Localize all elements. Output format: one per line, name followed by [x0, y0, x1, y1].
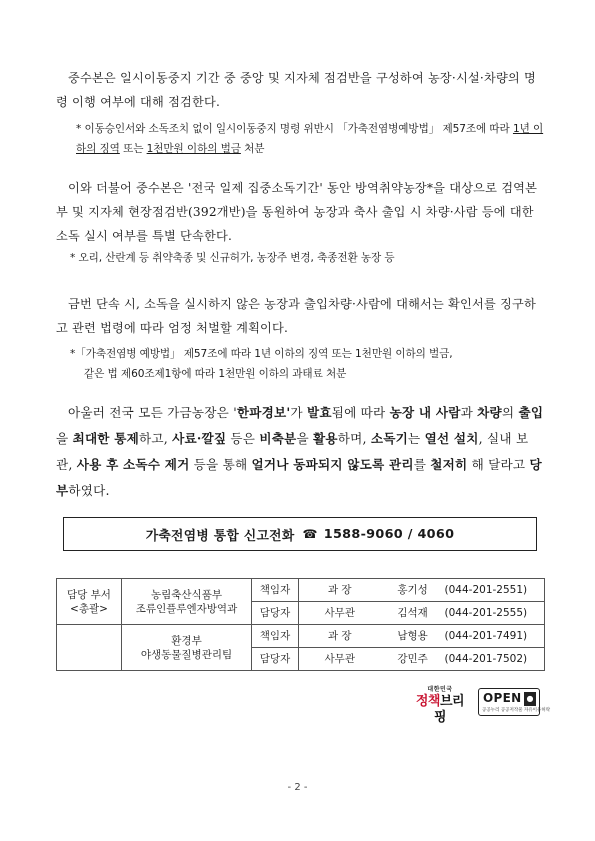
note-text: 또는: [119, 143, 147, 155]
footnote-vulnerable-farms: [70, 248, 545, 268]
p4-text: 을: [56, 431, 73, 446]
paragraph-cold-wave-request: [56, 400, 544, 504]
open-subtext: 공공누리 공공저작물 자유이용허락: [482, 708, 551, 713]
person-icon: ●: [524, 692, 536, 706]
p4-bold: 농장 내 사람: [389, 405, 461, 420]
contact-phone: (044-201-7502): [444, 653, 528, 665]
p4-bold: 철저히: [430, 457, 468, 472]
table-row: [57, 625, 545, 648]
p4-bold: 활용: [313, 431, 338, 446]
p4-text: 됨에 따라: [331, 405, 390, 420]
p4-bold: 차량: [477, 405, 502, 420]
logo-big-text: [410, 694, 470, 726]
p4-text: 해 달라고: [467, 457, 530, 472]
ministry-name: 농림축산식품부: [150, 588, 222, 601]
division-name: 조류인플루엔자방역과: [135, 602, 238, 615]
p4-text: 하며,: [337, 431, 371, 446]
paragraph-text: 금번 단속 시, 소독을 실시하지 않은 농장과 출입차량·사람에 대해서는 확인서를 징구하고 관련 법령에 따라 엄정 처벌할 계획이다.: [56, 297, 536, 335]
footnote-penalty-law: [70, 344, 545, 384]
p4-bold: 얼거나 동파되지 않도록 관리: [251, 457, 414, 472]
paragraph-inspection: [56, 66, 544, 114]
contact-name: 김석재: [397, 607, 428, 619]
dept-cell: [57, 579, 122, 625]
note-underline-prison: 1년 이하의 징역: [76, 123, 544, 155]
title-cell: 과 장: [299, 625, 381, 648]
p4-text: , 실내 보관,: [56, 431, 529, 472]
dept-header: 담당 부서: [67, 588, 111, 601]
p4-text: 과: [460, 405, 478, 420]
paragraph-text: 이와 더불어 중수본은 '전국 일제 집중소독기간' 동안 방역취약농장*을 대상으로 검역본부 및 지자체 현장점검반(392개반)을 동원하여 농장과 축사 출입 시 차량·사람 등에 대한 소독 실시 여부를 특별 단속한다.: [56, 181, 538, 243]
division-name: 야생동물질병관리팀: [140, 648, 233, 661]
footer-logos: [410, 686, 551, 728]
dept-sub: <총괄>: [70, 602, 108, 615]
org-cell: [122, 579, 252, 625]
p4-text: 를: [413, 457, 431, 472]
p4-bold: 소독기: [370, 431, 408, 446]
p4-text: 의: [501, 405, 519, 420]
table-row: [57, 579, 545, 602]
contact-phone: (044-201-7491): [444, 630, 528, 642]
p4-text: 아울러 전국 모든 가금농장은 ': [68, 405, 237, 420]
p4-bold: 비축분: [259, 431, 297, 446]
note-line-1: *「가축전염병 예방법」 제57조에 따라 1년 이하의 징역 또는 1천만원 이하의 벌금,: [70, 348, 453, 360]
title-cell: 사무관: [299, 602, 381, 625]
name-phone-cell: [381, 579, 545, 602]
p4-text: 등은: [226, 431, 260, 446]
role-cell: 책임자: [252, 579, 299, 602]
logo-black-text: 브리핑: [433, 694, 465, 725]
paragraph-enforcement: [56, 292, 544, 340]
paragraph-text: 중수본은 일시이동중지 기간 중 중앙 및 지자체 점검반을 구성하여 농장·시설·차량의 명령 이행 여부에 대해 점검한다.: [56, 71, 536, 109]
note-text: * 오리, 산란계 등 취약축종 및 신규허가, 농장주 변경, 축종전환 농장 등: [70, 252, 395, 264]
p4-bold: 사용 후 소독수 제거: [76, 457, 190, 472]
contact-name: 강민주: [397, 653, 428, 665]
p4-text: 을: [296, 431, 314, 446]
note-text: 처분: [240, 143, 265, 155]
phone-icon: ☎: [302, 527, 318, 541]
name-phone-cell: [381, 602, 545, 625]
hotline-box: [63, 517, 537, 551]
footnote-violation-penalty: [76, 119, 546, 159]
policy-briefing-logo: [410, 686, 470, 726]
role-cell: 담당자: [252, 648, 299, 671]
p4-text: 하였다.: [68, 483, 110, 498]
hotline-numbers: 1588-9060 / 4060: [323, 526, 455, 542]
note-line-2: 같은 법 제60조제1항에 따라 1천만원 이하의 과태료 처분: [84, 368, 347, 380]
logo-small-text: 대한민국: [427, 686, 453, 693]
p4-bold: 출입: [518, 405, 544, 420]
dept-cell-empty: [57, 625, 122, 671]
p4-bold: 사료·깔짚: [172, 431, 227, 446]
p4-bold: 발효: [306, 405, 332, 420]
open-text: OPEN: [483, 691, 522, 705]
contact-name: 홍기성: [397, 584, 428, 596]
role-cell: 담당자: [252, 602, 299, 625]
hotline-label: 가축전염병 통합 신고전화: [145, 528, 295, 544]
name-phone-cell: [381, 648, 545, 671]
p4-text: 는: [408, 431, 425, 446]
p4-bold: 열선 설치: [424, 431, 479, 446]
contact-name: 남형용: [397, 630, 428, 642]
p4-text: 가: [290, 405, 307, 420]
note-text: * 이동승인서와 소독조치 없이 일시이동중지 명령 위반시 「가축전염병예방법」 제57조에 따라: [76, 123, 513, 135]
page-number: - 2 -: [287, 782, 308, 793]
p4-bold: 최대한 통제: [72, 431, 139, 446]
contacts-table: [56, 578, 545, 671]
org-cell: [122, 625, 252, 671]
logo-red-text: 정책: [415, 694, 440, 709]
p4-bold: 한파경보': [236, 405, 291, 420]
contact-phone: (044-201-2555): [444, 607, 528, 619]
title-cell: 사무관: [299, 648, 381, 671]
title-cell: 과 장: [299, 579, 381, 602]
note-underline-fine: 1천만원 이하의 벌금: [146, 143, 241, 155]
role-cell: 책임자: [252, 625, 299, 648]
contact-phone: (044-201-2551): [444, 584, 528, 596]
open-license-badge: [478, 688, 551, 716]
name-phone-cell: [381, 625, 545, 648]
ministry-name: 환경부: [171, 634, 202, 647]
paragraph-disinfection-period: [56, 176, 544, 248]
p4-text: 등을 통해: [189, 457, 252, 472]
p4-bold: 당부: [56, 457, 542, 498]
p4-text: 하고,: [139, 431, 173, 446]
